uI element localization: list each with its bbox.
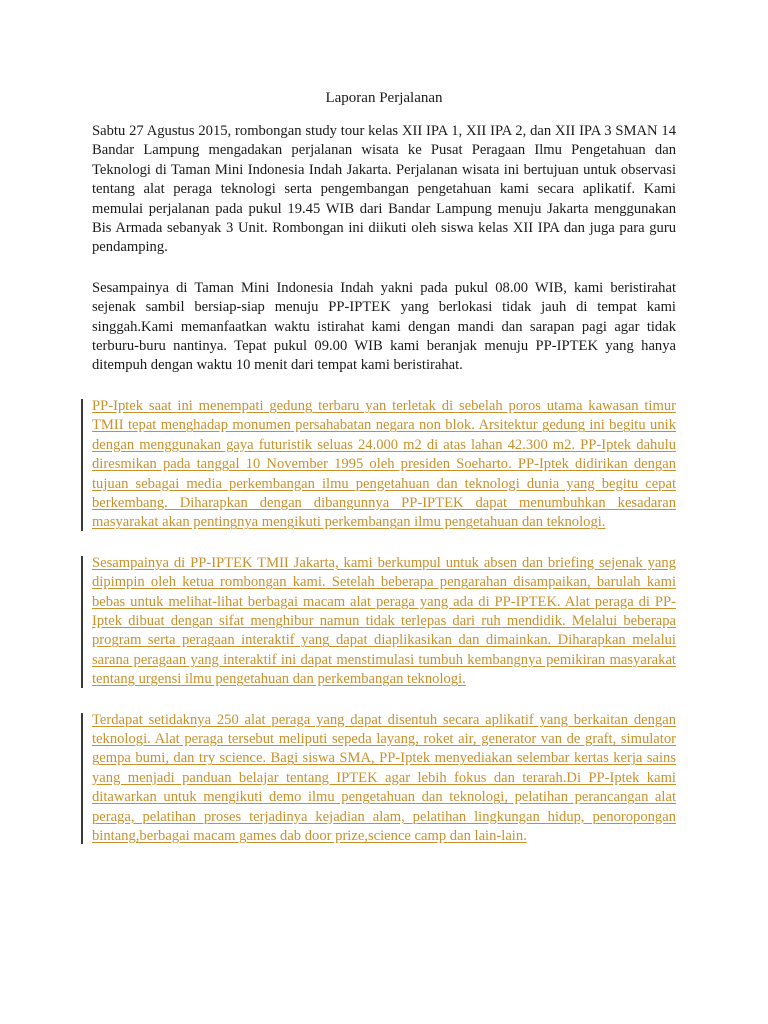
paragraph-pp-iptek-building: PP-Iptek saat ini menempati gedung terbaru yan terletak di sebelah poros utama kawasan timur TMII tepat menghadap monumen persahabatan negara non blok. Arsitektur gedung ini begitu unik dengan menggunakan gaya futuristik seluas 24.000 m2 di atas lahan 42.300 m2. PP-Iptek dahulu diresmikan pada tanggal 10 November 1995 oleh presiden Soeharto. PP-Iptek didirikan dengan tujuan sebagai media perkembangan ilmu pengetahuan dan teknologi dunia yang begitu cepat berkembang. Diharapkan dengan dibangunnya PP-IPTEK dapat menumbuhkan kesadaran masyarakat akan pentingnya mengikuti perkembangan ilmu pengetahuan dan teknologi.: [92, 397, 676, 531]
paragraph-briefing: Sesampainya di PP-IPTEK TMII Jakarta, kami berkumpul untuk absen dan briefing sejenak yang dipimpin oleh ketua rombongan kami. Setelah beberapa pengarahan disampaikan, barulah kami bebas untuk melihat-lihat berbagai macam alat peraga yang ada di PP-IPTEK. Alat peraga di PP-Iptek dibuat dengan sifat menghibur namun tidak terlepas dari ruh mendidik. Melalui beberapa program serta peragaan interaktif yang dapat diaplikasikan dan dimainkan. Diharapkan melalui sarana peragaan yang interaktif ini dapat menstimulasi tumbuh kembangnya pemikiran masyarakat tentang urgensi ilmu pengetahuan dan perkembangan teknologi.: [92, 554, 676, 688]
paragraph-intro: Sabtu 27 Agustus 2015, rombongan study tour kelas XII IPA 1, XII IPA 2, dan XII IPA 3 SMAN 14 Bandar Lampung mengadakan perjalanan wisata ke Pusat Peragaan Ilmu Pengetahuan dan Teknologi di Taman Mini Indonesia Indah Jakarta. Perjalanan wisata ini bertujuan untuk observasi tentang alat peraga teknologi serta pengembangan pengetahuan kami secara aplikatif. Kami memulai perjalanan pada pukul 19.45 WIB dari Bandar Lampung menuju Jakarta menggunakan Bis Armada sebanyak 3 Unit. Rombongan ini diikuti oleh siswa kelas XII IPA dan juga para guru pendamping.: [92, 123, 676, 256]
tracked-change-block: [92, 397, 676, 533]
document-title: Laporan Perjalanan: [325, 90, 443, 106]
document-page: [92, 88, 676, 867]
paragraph-arrival: Sesampainya di Taman Mini Indonesia Indah yakni pada pukul 08.00 WIB, kami beristirahat sejenak sambil bersiap-siap menuju PP-IPTEK yang berlokasi tidak jauh di tempat kami singgah.Kami memanfaatkan waktu istirahat kami dengan mandi dan sarapan pagi agar tidak terburu-buru nantinya. Tepat pukul 09.00 WIB kami beranjak menuju PP-IPTEK yang hanya ditempuh dengan waktu 10 menit dari tempat kami beristirahat.: [92, 279, 676, 374]
paragraph-exhibits: Terdapat setidaknya 250 alat peraga yang dapat disentuh secara aplikatif yang berkaitan dengan teknologi. Alat peraga tersebut meliputi sepeda layang, roket air, generator van de graft, simulator gempa bumi, dan try science. Bagi siswa SMA, PP-Iptek menyediakan selembar kertas kerja sains yang menjadi panduan belajar tentang IPTEK agar lebih fokus dan terarah.Di PP-Iptek kami ditawarkan untuk mengikuti demo ilmu pengetahuan dan teknologi, pelatihan perancangan alat peraga, pelatihan proses terjadinya kejadian alam, pelatihan lingkungan hidup, penoropongan bintang,berbagai macam games dab door prize,science camp dan lain-lain.: [92, 711, 676, 844]
change-bar: [81, 399, 83, 531]
change-bar: [81, 713, 83, 845]
change-bar: [81, 556, 83, 688]
tracked-change-block: [92, 554, 676, 690]
tracked-change-block: [92, 711, 676, 847]
